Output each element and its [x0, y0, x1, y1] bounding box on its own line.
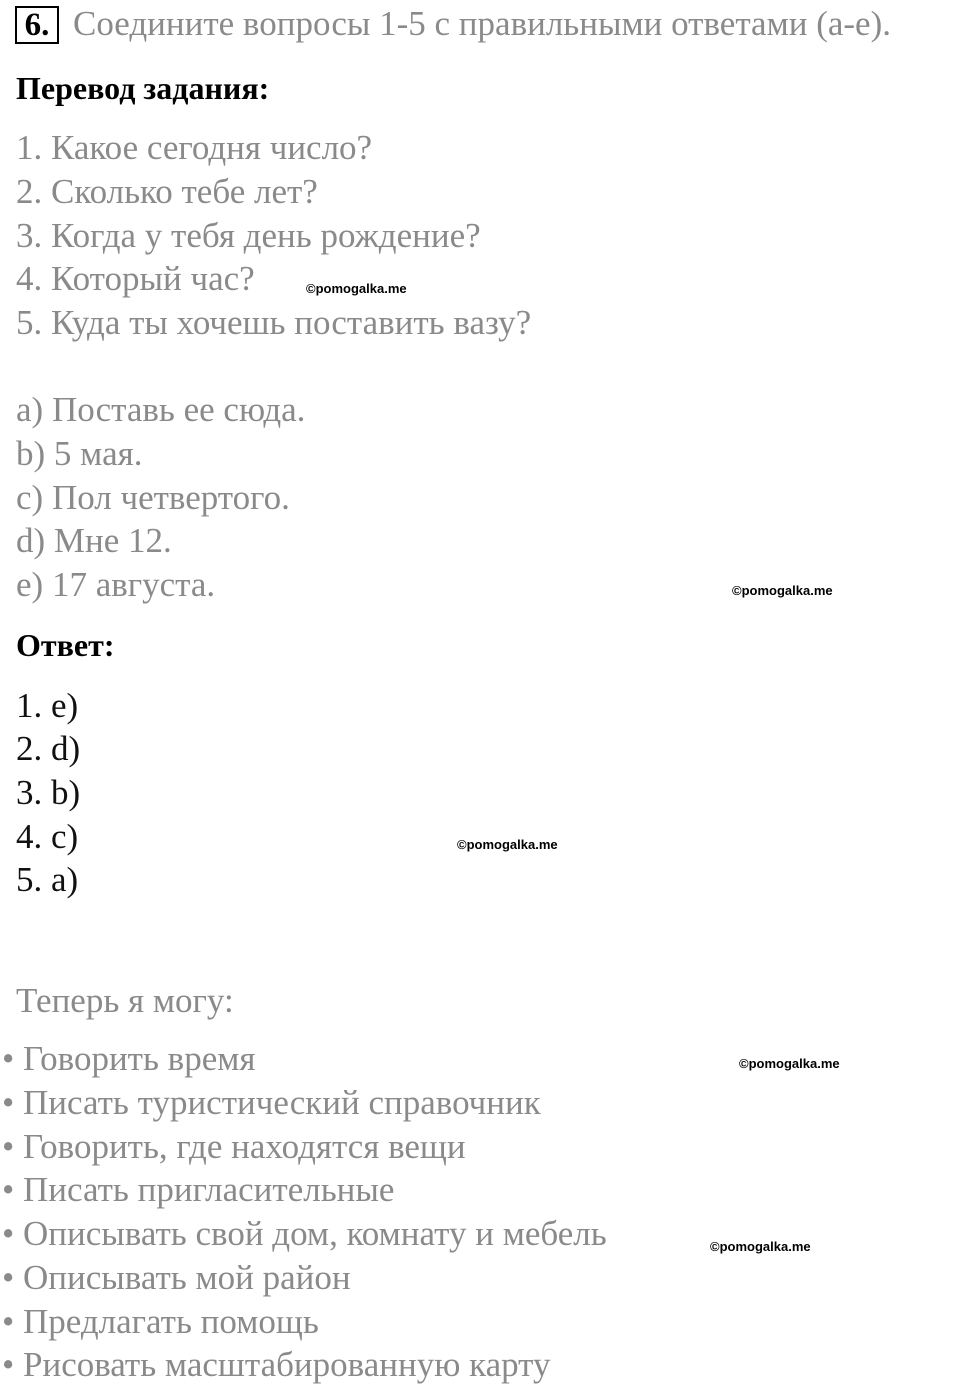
answer-heading: Ответ:	[16, 627, 115, 663]
answer-option-e: e) 17 августа.	[16, 565, 216, 604]
skill-item-8: • Рисовать масштабированную карту	[2, 1345, 551, 1384]
task-number-box: 6.	[15, 6, 59, 44]
skill-item-3: • Говорить, где находятся вещи	[2, 1127, 466, 1166]
question-1: 1. Какое сегодня число?	[16, 128, 373, 167]
question-4: 4. Который час?	[16, 259, 255, 298]
answer-option-a: a) Поставь ее сюда.	[16, 390, 306, 429]
task-instruction: Соедините вопросы 1-5 с правильными ответами (a-e).	[73, 4, 891, 43]
skill-item-2: • Писать туристический справочник	[2, 1083, 541, 1122]
skill-item-7: • Предлагать помощь	[2, 1302, 319, 1341]
answer-option-c: c) Пол четвертого.	[16, 478, 290, 517]
answer-item-3: 3. b)	[16, 773, 81, 812]
translation-heading: Перевод задания:	[16, 70, 270, 106]
watermark: ©pomogalka.me	[457, 837, 558, 852]
skill-item-4: • Писать пригласительные	[2, 1170, 395, 1209]
answer-item-4: 4. c)	[16, 817, 79, 856]
watermark: ©pomogalka.me	[739, 1056, 840, 1071]
answer-item-2: 2. d)	[16, 729, 81, 768]
question-3: 3. Когда у тебя день рождение?	[16, 216, 481, 255]
watermark: ©pomogalka.me	[710, 1239, 811, 1254]
watermark: ©pomogalka.me	[732, 583, 833, 598]
answer-item-5: 5. a)	[16, 860, 79, 899]
skill-item-1: • Говорить время	[2, 1039, 256, 1078]
skill-item-5: • Описывать свой дом, комнату и мебель	[2, 1214, 607, 1253]
question-5: 5. Куда ты хочешь поставить вазу?	[16, 303, 532, 342]
answer-option-b: b) 5 мая.	[16, 434, 143, 473]
watermark: ©pomogalka.me	[306, 281, 407, 296]
answer-option-d: d) Мне 12.	[16, 521, 172, 560]
skill-item-6: • Описывать мой район	[2, 1258, 351, 1297]
question-2: 2. Сколько тебе лет?	[16, 172, 318, 211]
now-i-can-title: Теперь я могу:	[16, 981, 234, 1020]
answer-item-1: 1. e)	[16, 686, 79, 725]
